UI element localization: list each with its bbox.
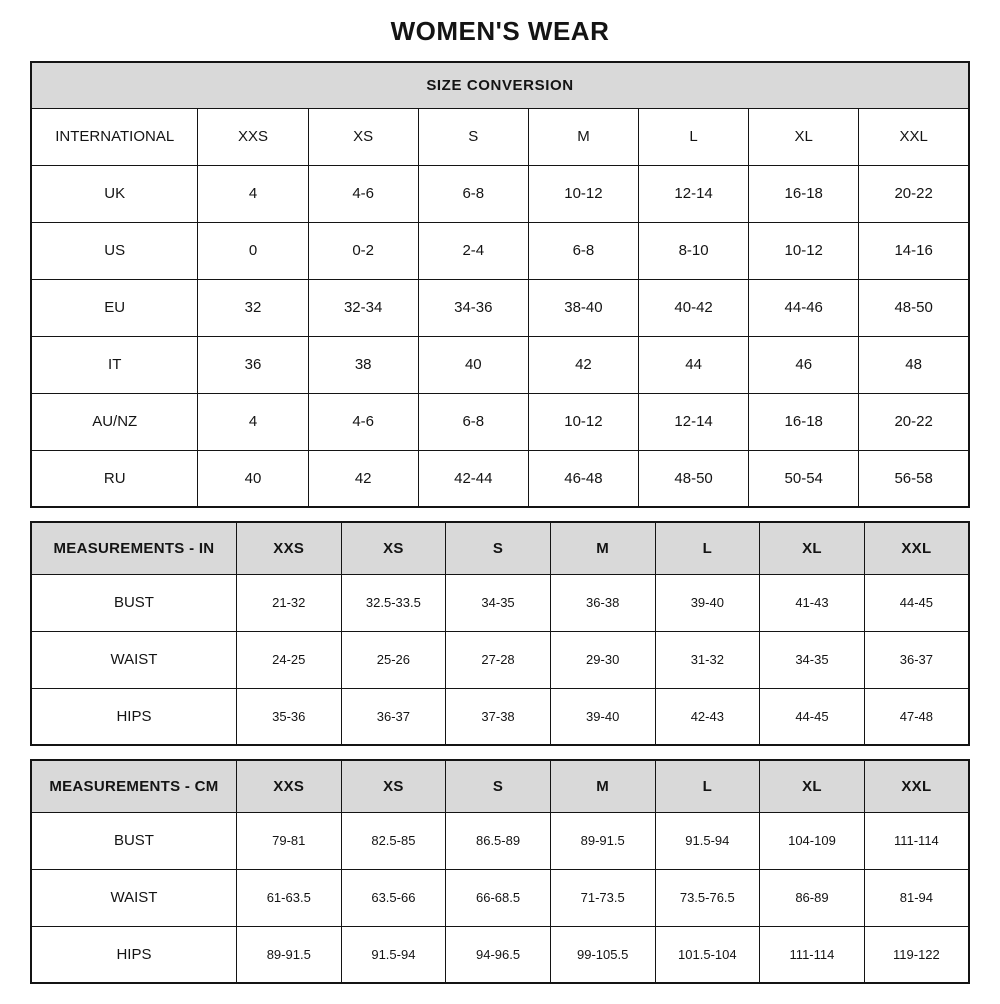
cell: 89-91.5: [550, 812, 655, 869]
cell: 66-68.5: [446, 869, 551, 926]
cell: 34-35: [446, 574, 551, 631]
column-header: M: [550, 522, 655, 574]
column-header: S: [446, 522, 551, 574]
cell: 40-42: [639, 279, 749, 336]
cell: 50-54: [749, 450, 859, 507]
cell: 25-26: [341, 631, 446, 688]
row-label: AU/NZ: [31, 393, 198, 450]
table-row: [31, 760, 969, 812]
page-title: WOMEN'S WEAR: [390, 16, 610, 46]
table-row: [31, 926, 969, 983]
cell: 38-40: [528, 279, 638, 336]
cell: 44-46: [749, 279, 859, 336]
cell: 36-37: [341, 688, 446, 745]
cell: 104-109: [760, 812, 865, 869]
cell: 94-96.5: [446, 926, 551, 983]
cell: 0-2: [308, 222, 418, 279]
row-label: RU: [31, 450, 198, 507]
column-header: M: [550, 760, 655, 812]
cell: 42-44: [418, 450, 528, 507]
column-header: XXS: [236, 522, 341, 574]
cell: 111-114: [760, 926, 865, 983]
cell: 4-6: [308, 165, 418, 222]
cell: 44-45: [760, 688, 865, 745]
cell: 46-48: [528, 450, 638, 507]
row-label: UK: [31, 165, 198, 222]
cell: 79-81: [236, 812, 341, 869]
size-conversion-table: [30, 61, 970, 508]
cell: 36: [198, 336, 308, 393]
column-header: L: [655, 522, 760, 574]
row-label: IT: [31, 336, 198, 393]
cell: 48-50: [639, 450, 749, 507]
cell: 91.5-94: [655, 812, 760, 869]
cell: 12-14: [639, 165, 749, 222]
cell: 10-12: [528, 393, 638, 450]
cell: 101.5-104: [655, 926, 760, 983]
cell: 63.5-66: [341, 869, 446, 926]
column-header: XL: [760, 522, 865, 574]
row-label: BUST: [31, 812, 236, 869]
cell: 16-18: [749, 165, 859, 222]
cell: 119-122: [864, 926, 969, 983]
cell: 27-28: [446, 631, 551, 688]
cell: 91.5-94: [341, 926, 446, 983]
cell: 42: [308, 450, 418, 507]
cell: 73.5-76.5: [655, 869, 760, 926]
cell: 34-35: [760, 631, 865, 688]
table-row: [31, 522, 969, 574]
cell: 29-30: [550, 631, 655, 688]
measurements-in-header: MEASUREMENTS - IN: [31, 522, 236, 574]
column-header: XXL: [859, 108, 969, 165]
cell: 44-45: [864, 574, 969, 631]
cell: 56-58: [859, 450, 969, 507]
cell: 36-37: [864, 631, 969, 688]
cell: 86-89: [760, 869, 865, 926]
column-header: XXL: [864, 760, 969, 812]
cell: 14-16: [859, 222, 969, 279]
cell: 10-12: [528, 165, 638, 222]
cell: 39-40: [550, 688, 655, 745]
cell: 32.5-33.5: [341, 574, 446, 631]
table-row: [31, 393, 969, 450]
table-row: [31, 574, 969, 631]
row-label: EU: [31, 279, 198, 336]
table-row: [31, 812, 969, 869]
cell: 21-32: [236, 574, 341, 631]
column-header: L: [639, 108, 749, 165]
column-header: S: [418, 108, 528, 165]
measurements-cm-table: [30, 759, 970, 984]
cell: 36-38: [550, 574, 655, 631]
cell: 89-91.5: [236, 926, 341, 983]
cell: 41-43: [760, 574, 865, 631]
column-header: XXS: [198, 108, 308, 165]
cell: 35-36: [236, 688, 341, 745]
size-conversion-header: SIZE CONVERSION: [31, 62, 969, 108]
table-row: [31, 869, 969, 926]
cell: 31-32: [655, 631, 760, 688]
row-label: BUST: [31, 574, 236, 631]
table-row: [31, 62, 969, 108]
row-label: HIPS: [31, 688, 236, 745]
cell: 2-4: [418, 222, 528, 279]
cell: 99-105.5: [550, 926, 655, 983]
cell: 4: [198, 393, 308, 450]
cell: 81-94: [864, 869, 969, 926]
column-header: INTERNATIONAL: [31, 108, 198, 165]
cell: 40: [198, 450, 308, 507]
cell: 8-10: [639, 222, 749, 279]
measurements-cm-header: MEASUREMENTS - CM: [31, 760, 236, 812]
column-header: XXL: [864, 522, 969, 574]
row-label: US: [31, 222, 198, 279]
row-label: WAIST: [31, 869, 236, 926]
table-row: [31, 108, 969, 165]
cell: 42-43: [655, 688, 760, 745]
cell: 46: [749, 336, 859, 393]
row-label: WAIST: [31, 631, 236, 688]
cell: 48-50: [859, 279, 969, 336]
cell: 38: [308, 336, 418, 393]
cell: 6-8: [418, 393, 528, 450]
column-header: XS: [308, 108, 418, 165]
cell: 61-63.5: [236, 869, 341, 926]
cell: 24-25: [236, 631, 341, 688]
table-row: [31, 222, 969, 279]
cell: 4: [198, 165, 308, 222]
cell: 111-114: [864, 812, 969, 869]
column-header: M: [528, 108, 638, 165]
cell: 37-38: [446, 688, 551, 745]
cell: 6-8: [418, 165, 528, 222]
cell: 71-73.5: [550, 869, 655, 926]
column-header: XS: [341, 522, 446, 574]
cell: 32: [198, 279, 308, 336]
cell: 44: [639, 336, 749, 393]
cell: 12-14: [639, 393, 749, 450]
table-row: [31, 279, 969, 336]
cell: 39-40: [655, 574, 760, 631]
table-row: [31, 165, 969, 222]
column-header: XXS: [236, 760, 341, 812]
cell: 16-18: [749, 393, 859, 450]
table-row: [31, 336, 969, 393]
cell: 6-8: [528, 222, 638, 279]
column-header: XS: [341, 760, 446, 812]
cell: 0: [198, 222, 308, 279]
cell: 48: [859, 336, 969, 393]
cell: 47-48: [864, 688, 969, 745]
cell: 32-34: [308, 279, 418, 336]
cell: 86.5-89: [446, 812, 551, 869]
column-header: S: [446, 760, 551, 812]
cell: 42: [528, 336, 638, 393]
table-row: [31, 450, 969, 507]
cell: 10-12: [749, 222, 859, 279]
column-header: L: [655, 760, 760, 812]
cell: 82.5-85: [341, 812, 446, 869]
cell: 34-36: [418, 279, 528, 336]
cell: 20-22: [859, 393, 969, 450]
cell: 20-22: [859, 165, 969, 222]
row-label: HIPS: [31, 926, 236, 983]
column-header: XL: [760, 760, 865, 812]
table-row: [31, 631, 969, 688]
measurements-in-table: [30, 521, 970, 746]
column-header: XL: [749, 108, 859, 165]
table-row: [31, 688, 969, 745]
cell: 40: [418, 336, 528, 393]
cell: 4-6: [308, 393, 418, 450]
